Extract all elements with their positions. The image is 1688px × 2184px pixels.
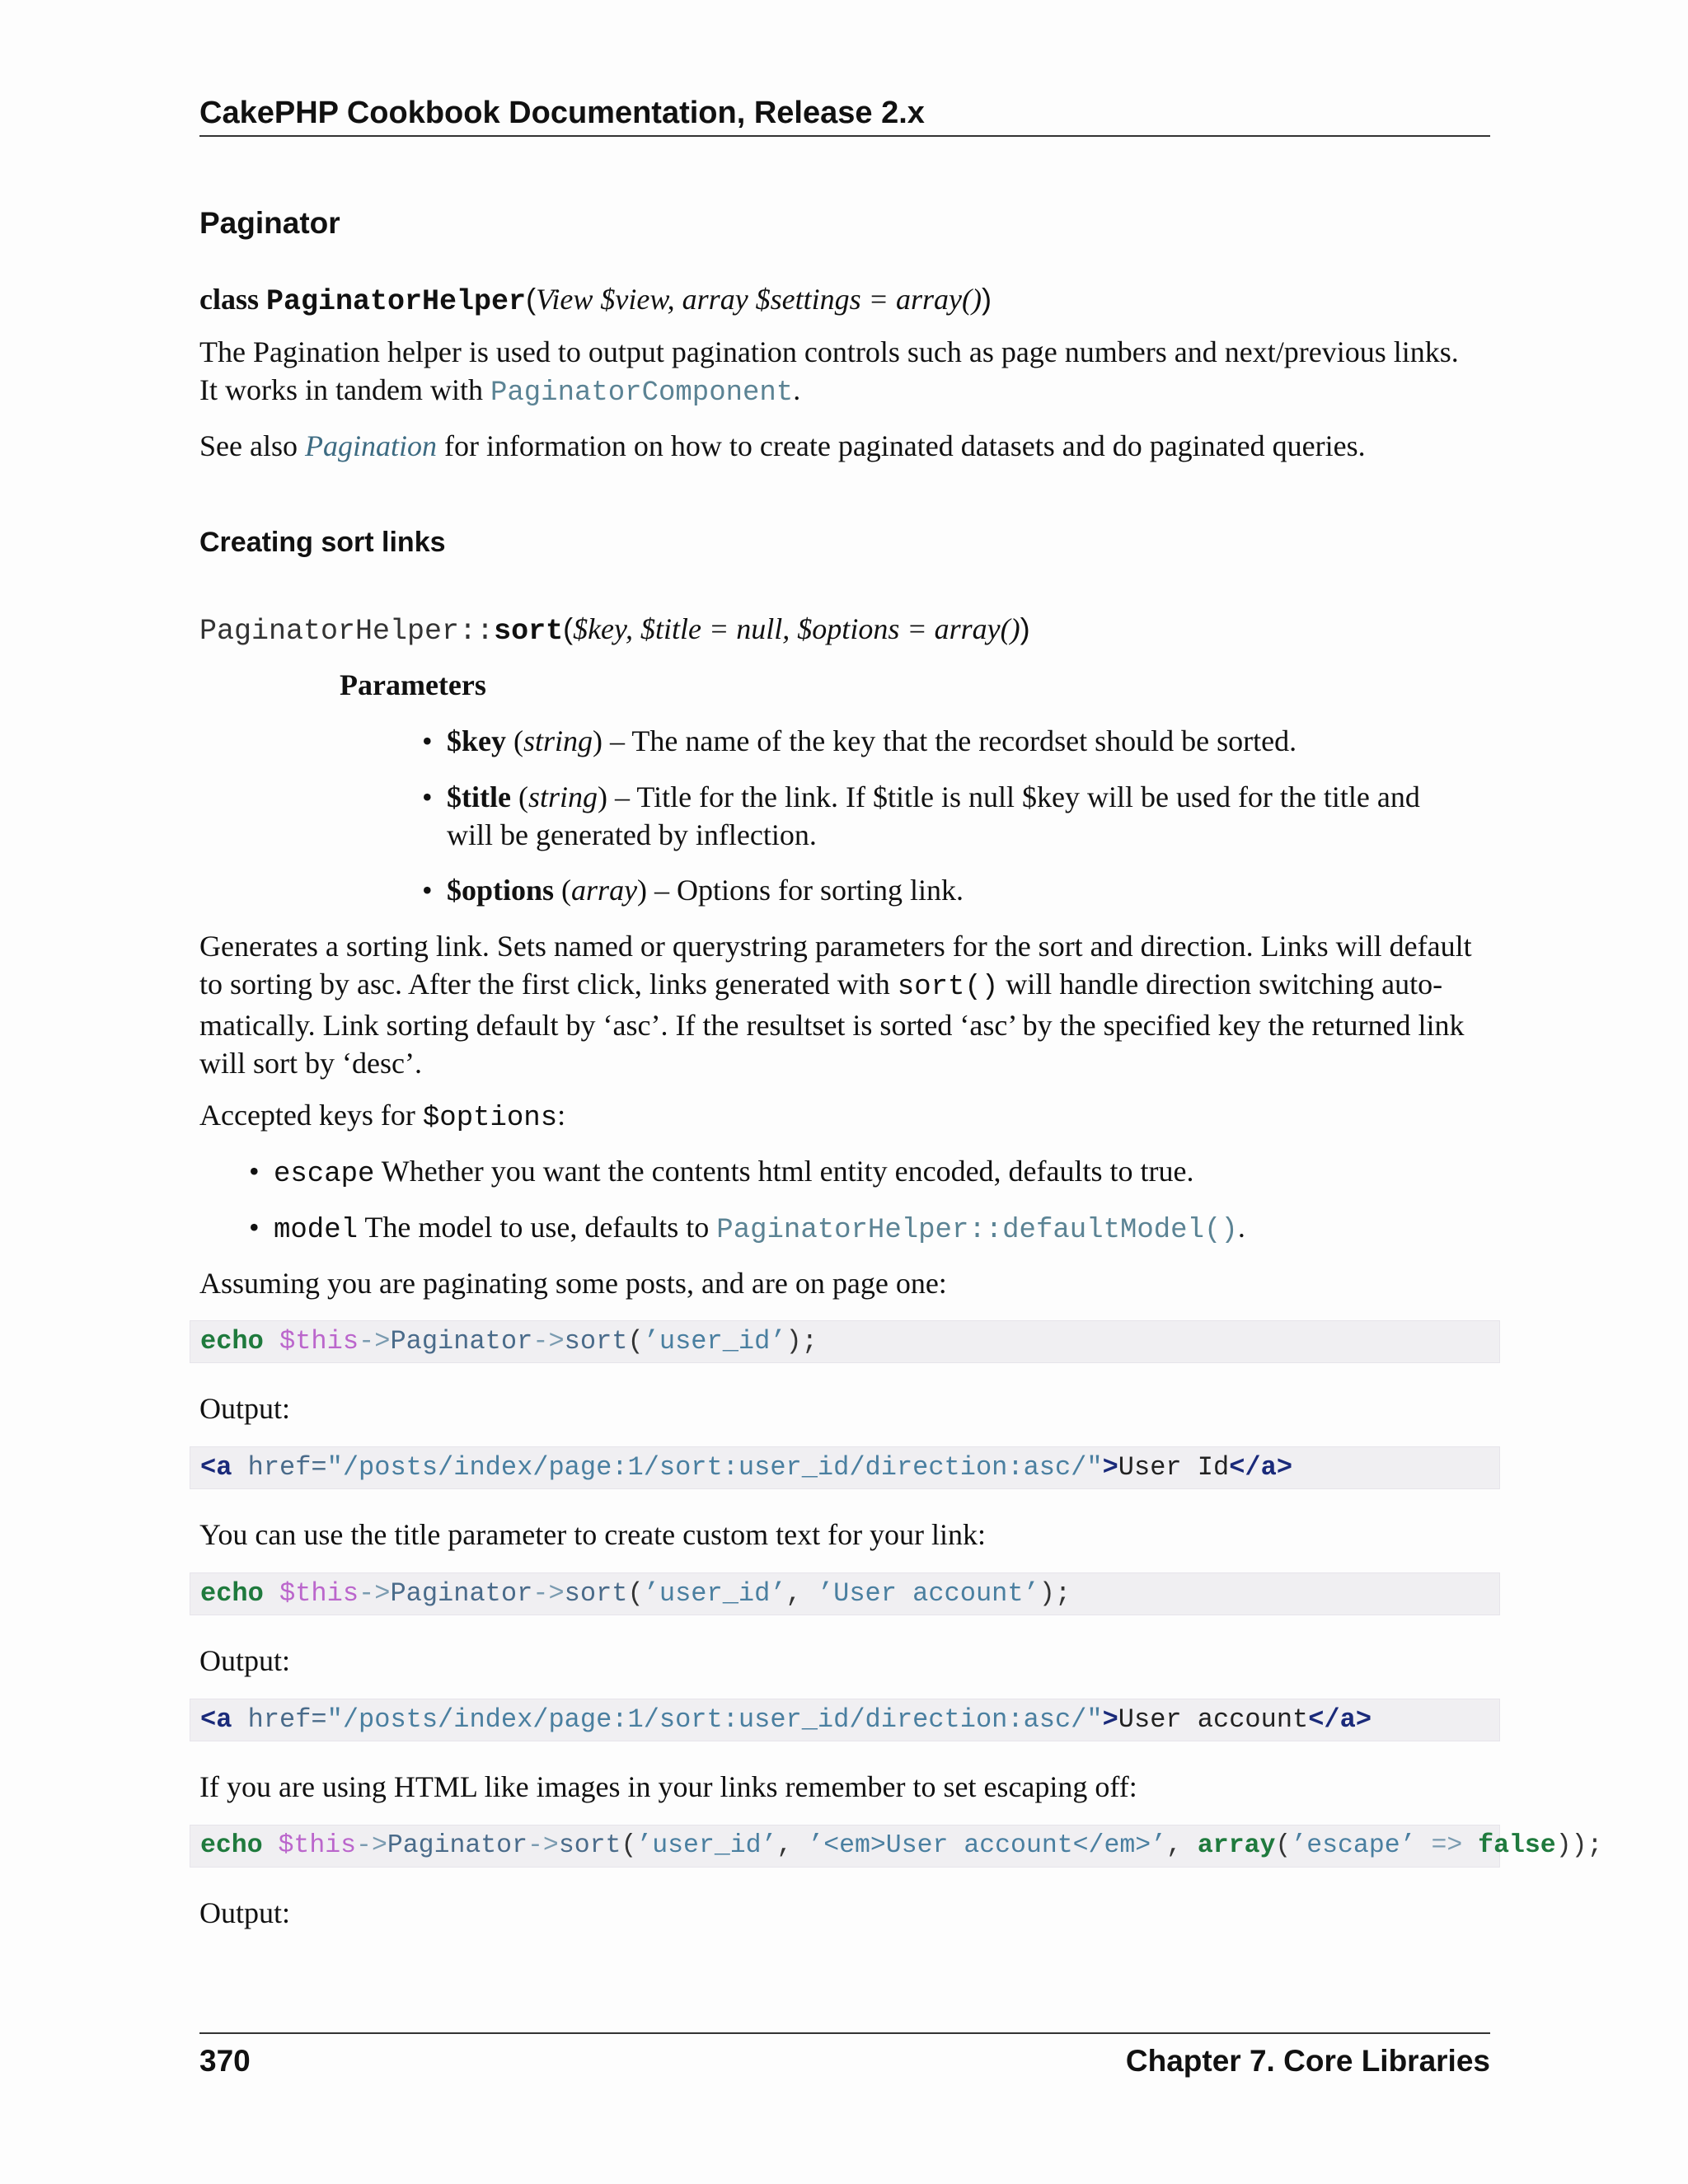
running-header: CakePHP Cookbook Documentation, Release 2.x [199, 92, 1490, 137]
html-tag: > [1102, 1704, 1118, 1735]
param-item-title: • $title (string) – Title for the link. If $title is null $key will be used for the title and will be generated by inflection. [447, 778, 1420, 854]
code-punct: ); [1039, 1578, 1071, 1609]
chapter-title: Chapter 7. Core Libraries [1125, 2044, 1490, 2078]
class-signature [199, 280, 992, 321]
code-operator: -> [532, 1326, 565, 1357]
code-block-3 [190, 1572, 1500, 1615]
code-operator: -> [532, 1578, 565, 1609]
html-tag: </a> [1308, 1704, 1372, 1735]
custom-text-paragraph: You can use the title parameter to create custom text for your link: [199, 1518, 987, 1551]
code-block-5 [190, 1825, 1603, 1868]
description-line-3: matically. Link sorting default by ‘asc’. If the resultset is sorted ‘asc’ by the specified key the returned link [199, 1009, 1465, 1042]
param-desc: – Title for the link. If $title is null $key will be used for the title and [607, 780, 1420, 813]
html-text: User account [1118, 1704, 1309, 1735]
output-label-2: Output: [199, 1644, 291, 1677]
escape-key-code: escape [274, 1159, 375, 1190]
options-inline-code: $options [422, 1103, 558, 1134]
parameters-heading: Parameters [340, 668, 486, 701]
intro-line-2-suffix: . [793, 373, 801, 406]
accepted-prefix: Accepted keys for [199, 1099, 423, 1132]
code-operator: => [1431, 1831, 1463, 1860]
pagination-link[interactable]: Pagination [304, 429, 437, 462]
code-punct: ( [621, 1831, 637, 1860]
method-signature [199, 610, 1030, 650]
code-space [1462, 1831, 1478, 1860]
param-type: string [528, 780, 598, 813]
code-keyword: false [1478, 1831, 1556, 1860]
code-punct: , [1166, 1831, 1198, 1860]
paginator-component-link[interactable]: PaginatorComponent [490, 377, 794, 409]
see-also-suffix: for information on how to create paginated datasets and do paginated queries. [436, 429, 1366, 462]
code-punct: , [785, 1578, 818, 1609]
code-variable: $this [279, 1326, 359, 1357]
code-punct: , [776, 1831, 809, 1860]
model-key-code: model [274, 1215, 359, 1246]
code-block-4 [190, 1699, 1500, 1741]
sort-inline-code: sort() [897, 972, 999, 1003]
accepted-suffix: : [557, 1099, 566, 1132]
param-item-key: • $key (string) – The name of the key that the recordset should be sorted. [447, 722, 1296, 760]
param-desc: – Options for sorting link. [647, 874, 964, 907]
code-keyword: echo [200, 1831, 263, 1860]
assuming-paragraph: Assuming you are paginating some posts, and are on page one: [199, 1267, 947, 1300]
class-paren-close: ) [981, 282, 992, 316]
code-operator: -> [528, 1831, 559, 1860]
code-string: ’user_id’ [643, 1578, 786, 1609]
bullet-icon: • [249, 1211, 260, 1244]
escaping-paragraph: If you are using HTML like images in your links remember to set escaping off: [199, 1770, 1137, 1803]
code-string: ’user_id’ [643, 1326, 786, 1357]
model-key-desc: The model to use, defaults to [358, 1211, 717, 1244]
intro-line-2-prefix: It works in tandem with [199, 373, 490, 406]
param-type: array [571, 874, 638, 907]
subsection-title: Creating sort links [199, 527, 446, 558]
see-also-prefix: See also [199, 429, 305, 462]
param-item-options: • $options (array) – Options for sorting link. [447, 871, 964, 909]
intro-paragraph [199, 333, 1490, 412]
code-string: ’user_id’ [636, 1831, 777, 1860]
accepted-keys-paragraph [199, 1096, 1490, 1137]
model-key-end: . [1237, 1211, 1245, 1244]
code-operator: -> [359, 1578, 391, 1609]
intro-line-1: The Pagination helper is used to output pagination controls such as page numbers and next/previous links. [199, 335, 1459, 368]
code-string: ’User account’ [817, 1578, 1039, 1609]
code-keyword: echo [200, 1326, 264, 1357]
param-desc-continued: will be generated by inflection. [447, 818, 817, 851]
code-variable: $this [279, 1578, 359, 1609]
escape-key-desc: Whether you want the contents html entity encoded, defaults to true. [374, 1155, 1194, 1188]
code-punct: ( [627, 1326, 644, 1357]
code-string: ’<em>User account</em>’ [808, 1831, 1167, 1860]
code-block-2 [190, 1446, 1500, 1489]
param-type: string [523, 724, 593, 757]
code-punct: ( [1275, 1831, 1292, 1860]
method-paren-close: ) [1020, 612, 1030, 645]
html-attribute: href= [232, 1452, 327, 1483]
class-keyword: class [199, 283, 259, 316]
default-model-link[interactable]: PaginatorHelper::defaultModel() [716, 1215, 1238, 1246]
footer-divider [199, 2032, 1490, 2034]
see-also-paragraph [199, 427, 1490, 465]
param-name: $title [447, 780, 511, 813]
param-name: $options [447, 874, 555, 907]
description-paragraph [199, 927, 1490, 1082]
html-attribute: href= [232, 1704, 327, 1735]
accepted-item-escape [249, 1152, 1194, 1193]
code-variable: $this [278, 1831, 357, 1860]
output-label-1: Output: [199, 1392, 291, 1425]
description-line-2a: to sorting by asc. After the first click, links generated with [199, 968, 898, 1001]
html-tag: </a> [1229, 1452, 1293, 1483]
page-number: 370 [199, 2044, 251, 2078]
code-string: ’escape’ [1291, 1831, 1416, 1860]
param-desc: – The name of the key that the recordset should be sorted. [603, 724, 1297, 757]
code-operator: -> [359, 1326, 391, 1357]
code-keyword: echo [200, 1578, 264, 1609]
bullet-icon: • [422, 724, 433, 757]
code-punct: ( [627, 1578, 644, 1609]
method-name: sort [494, 615, 564, 648]
bullet-icon: • [422, 780, 433, 813]
bullet-icon: • [422, 874, 433, 907]
method-params: $key, $title = null, $options = array() [573, 612, 1020, 645]
html-tag: > [1102, 1452, 1118, 1483]
description-line-1: Generates a sorting link. Sets named or querystring parameters for the sort and direction. Links will default [199, 930, 1472, 963]
description-line-4: will sort by ‘desc’. [199, 1047, 422, 1080]
code-object: Paginator [387, 1831, 528, 1860]
section-title: Paginator [199, 206, 340, 240]
html-tag: <a [200, 1452, 232, 1483]
code-punct: ); [785, 1326, 818, 1357]
code-punct: )); [1555, 1831, 1603, 1860]
code-space [1416, 1831, 1432, 1860]
html-attr-value: "/posts/index/page:1/sort:user_id/direction:asc/" [326, 1452, 1103, 1483]
code-block-1 [190, 1320, 1500, 1363]
code-function: sort [558, 1831, 621, 1860]
method-class-prefix: PaginatorHelper:: [199, 615, 495, 648]
class-params: View $view, array $settings = array() [536, 283, 982, 316]
class-name: PaginatorHelper [266, 285, 527, 318]
code-operator: -> [356, 1831, 387, 1860]
class-paren-open: ( [526, 282, 537, 316]
code-function: sort [564, 1578, 628, 1609]
html-tag: <a [200, 1704, 232, 1735]
bullet-icon: • [249, 1155, 260, 1188]
code-object: Paginator [390, 1326, 533, 1357]
param-name: $key [447, 724, 506, 757]
description-line-2b: will handle direction switching auto- [998, 968, 1443, 1001]
code-object: Paginator [390, 1578, 533, 1609]
code-function: sort [564, 1326, 628, 1357]
html-attr-value: "/posts/index/page:1/sort:user_id/direction:asc/" [326, 1704, 1103, 1735]
accepted-item-model [249, 1208, 1245, 1249]
html-text: User Id [1118, 1452, 1230, 1483]
method-paren-open: ( [563, 612, 574, 645]
output-label-3: Output: [199, 1896, 291, 1929]
code-keyword: array [1197, 1831, 1276, 1860]
